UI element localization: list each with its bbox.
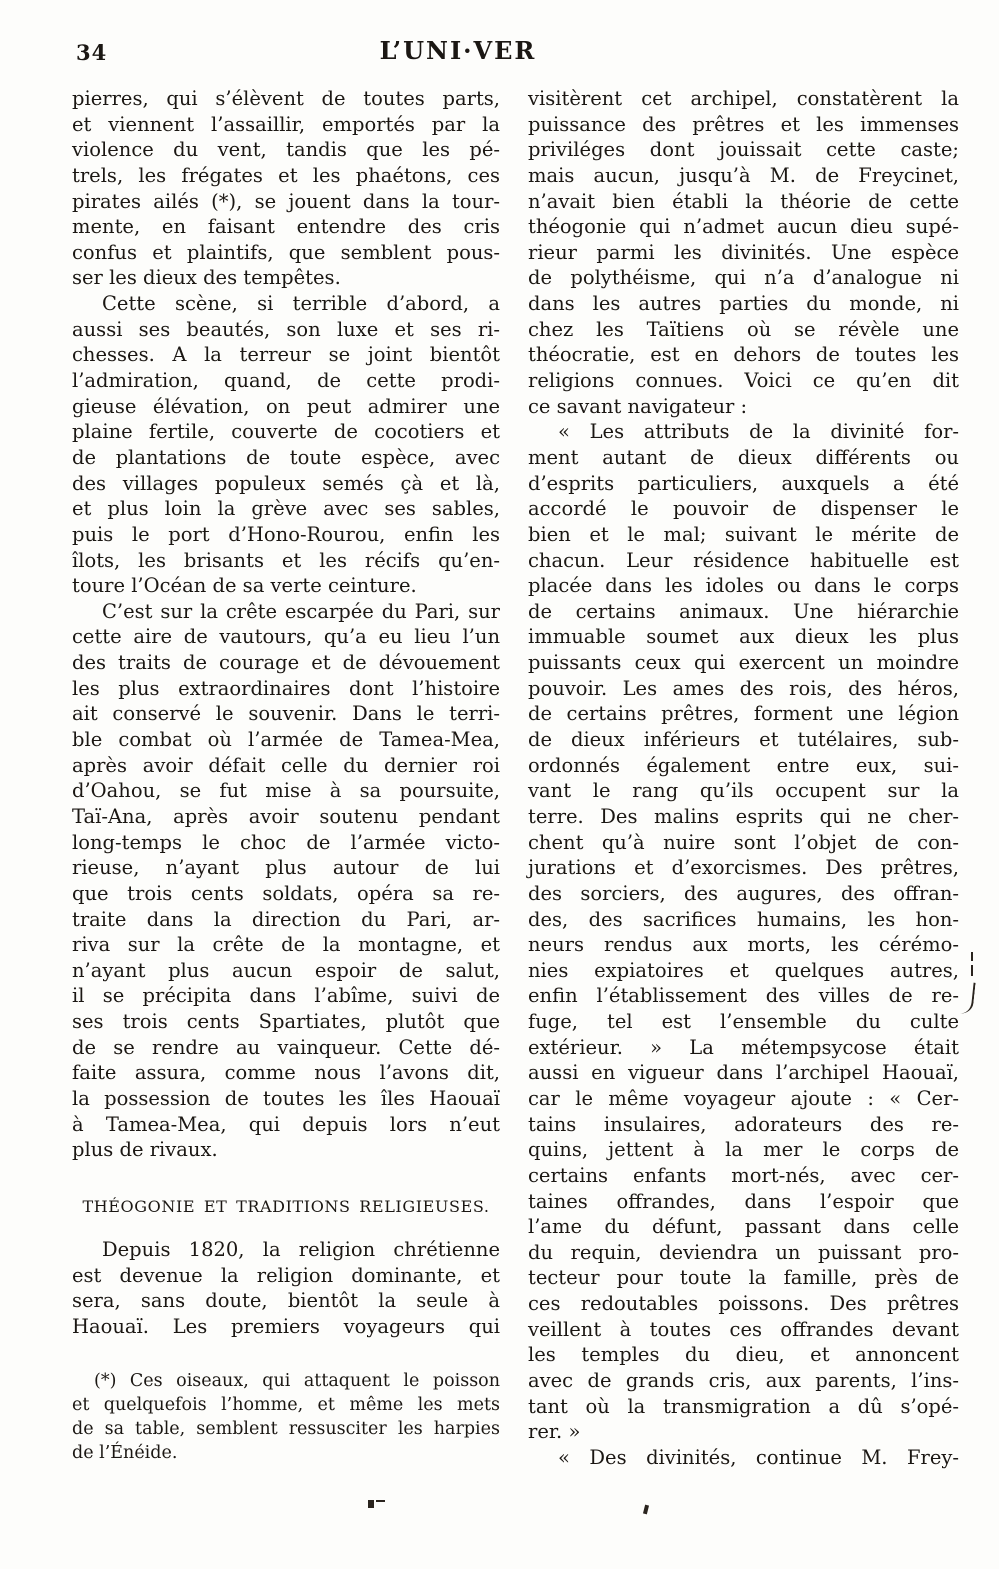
- text-line: faite assura, comme nous l’avons dit,: [72, 1061, 500, 1085]
- text-line: placée dans les idoles ou dans le corps: [528, 574, 959, 598]
- text-line: accordé le pouvoir de dispenser le: [528, 497, 959, 521]
- text-line: traite dans la direction du Pari, ar-: [72, 907, 500, 931]
- text-line: ce savant navigateur :: [528, 394, 748, 418]
- text-line: mente, en faisant entendre des cris: [72, 215, 500, 239]
- text-line: des villages populeux semés çà et là,: [72, 471, 500, 495]
- text-line: théogonie qui n’admet aucun dieu supé-: [528, 215, 959, 239]
- text-line: puissants ceux qui exercent un moindre: [528, 651, 959, 675]
- text-line: et viennent l’assaillir, emportés par la: [72, 112, 500, 136]
- text-line: plaine fertile, couverte de cocotiers et: [72, 420, 500, 444]
- paragraph: [72, 291, 500, 599]
- text-line: ces redoutables poissons. Des prêtres: [528, 1292, 959, 1316]
- paragraph: [528, 86, 959, 419]
- text-line: les plus extraordinaires dont l’histoire: [72, 676, 500, 700]
- text-line: chez les Taïtiens où se révèle une: [528, 317, 959, 341]
- text-line: religions connues. Voici ce qu’en dit: [528, 369, 959, 393]
- text-line: avec de grands cris, aux parents, l’ins-: [528, 1369, 959, 1393]
- text-line: après avoir défait celle du dernier roi: [72, 753, 500, 777]
- page-header: [0, 36, 999, 70]
- text-line: Depuis 1820, la religion chrétienne: [102, 1237, 500, 1261]
- text-line: et quelquefois l’homme, et même les mets: [72, 1395, 500, 1416]
- text-line: l’ame du défunt, passant dans celle: [528, 1215, 959, 1239]
- text-line: pouvoir. Les ames des rois, des héros,: [528, 676, 959, 700]
- text-line: de certains animaux. Une hiérarchie: [528, 599, 959, 623]
- text-line: chent qu’à nuire sont l’objet de con-: [528, 830, 959, 854]
- text-line: ble combat où l’armée de Tamea-Mea,: [72, 728, 500, 752]
- text-line: tecteur pour toute la famille, près de: [528, 1266, 959, 1290]
- text-line: pirates ailés (*), se jouent dans la tour-: [72, 189, 500, 213]
- text-line: tains insulaires, adorateurs des re-: [528, 1112, 959, 1136]
- margin-pen-mark: [971, 965, 973, 976]
- text-line: priviléges dont jouissait cette caste;: [528, 138, 959, 162]
- left-column: [72, 86, 500, 1471]
- section-heading: THÉOGONIE ET TRADITIONS RELIGIEUSES.: [82, 1196, 490, 1216]
- text-line: fuge, tel est l’ensemble du culte: [528, 1010, 959, 1034]
- text-line: long-temps le choc de l’armée victo-: [72, 830, 500, 854]
- text-line: immuable soumet aux dieux les plus: [528, 625, 959, 649]
- text-line: de plantations de toute espèce, avec: [72, 445, 500, 469]
- text-line: puis le port d’Hono-Rourou, enfin les: [72, 522, 500, 546]
- text-line: Taï-Ana, après avoir soutenu pendant: [72, 804, 500, 828]
- page-number: 34: [76, 40, 108, 65]
- text-line: n’avait bien établi la théorie de cette: [528, 189, 959, 213]
- text-line: riva sur la crête de la montagne, et: [72, 933, 500, 957]
- text-line: ait conservé le souvenir. Dans le terri-: [72, 702, 500, 726]
- text-line: d’Oahou, se fut mise à sa poursuite,: [72, 779, 500, 803]
- text-line: que trois cents soldats, opéra sa re-: [72, 881, 500, 905]
- text-line: visitèrent cet archipel, constatèrent la: [528, 87, 959, 110]
- stray-ink-speck: [376, 1500, 385, 1502]
- text-line: Cette scène, si terrible d’abord, a: [102, 292, 500, 316]
- margin-pen-mark: [971, 952, 973, 961]
- text-line: de certains prêtres, forment une légion: [528, 702, 959, 726]
- paragraph: [528, 1445, 959, 1471]
- text-line: ser les dieux des tempêtes.: [72, 266, 341, 290]
- right-column: [528, 86, 959, 1471]
- running-title: L’UNI·VER: [379, 36, 537, 65]
- text-line: « Des divinités, continue M. Frey-: [558, 1445, 959, 1469]
- text-line: C’est sur la crête escarpée du Pari, sur: [102, 599, 500, 623]
- text-line: rieuse, n’ayant plus autour de lui: [72, 856, 500, 880]
- text-line: terre. Des malins esprits qui ne cher-: [528, 804, 959, 828]
- text-line: théocratie, est en dehors de toutes les: [528, 343, 959, 367]
- text-line: il se précipita dans l’abîme, suivi de: [72, 984, 500, 1008]
- text-line: veillent à toutes ces offrandes devant: [528, 1317, 959, 1341]
- text-line: violence du vent, tandis que les pé-: [72, 138, 500, 162]
- text-line: îlots, les brisants et les récifs qu’en-: [72, 548, 500, 572]
- paragraph: [72, 599, 500, 1163]
- text-line: quins, jettent à la mer le corps de: [528, 1138, 959, 1162]
- text-line: de dieux inférieurs et tutélaires, sub-: [528, 728, 959, 752]
- text-line: tant où la transmigration a dû s’opé-: [528, 1394, 959, 1418]
- text-line: de l’Énéide.: [72, 1443, 178, 1464]
- text-line: de se rendre au vainqueur. Cette dé-: [72, 1035, 500, 1059]
- text-line: des traits de courage et de dévouement: [72, 651, 500, 675]
- text-line: l’admiration, quand, de cette prodi-: [72, 369, 500, 393]
- stray-ink-speck: [643, 1505, 649, 1515]
- text-line: cette aire de vautours, qu’a eu lieu l’un: [72, 625, 500, 649]
- text-line: jurations et d’exorcismes. Des prêtres,: [528, 856, 959, 880]
- text-line: mais aucun, jusqu’à M. de Freycinet,: [528, 163, 959, 187]
- text-line: extérieur. » La métempsycose était: [528, 1035, 959, 1059]
- text-line: taines offrandes, dans l’espoir que: [528, 1189, 959, 1213]
- margin-pen-mark: [960, 981, 975, 1014]
- text-line: (*) Ces oiseaux, qui attaquent le poisson: [94, 1371, 500, 1392]
- text-line: confus et plaintifs, que semblent pous-: [72, 240, 500, 264]
- text-line: la possession de toutes les îles Haouaï: [72, 1086, 500, 1110]
- text-line: vant le rang qu’ils occupent sur la: [528, 779, 959, 803]
- text-line: sera, sans doute, bientôt la seule à: [72, 1289, 500, 1313]
- text-line: n’ayant plus aucun espoir de salut,: [72, 958, 500, 982]
- paragraph: [72, 86, 500, 291]
- text-line: rer. »: [528, 1420, 581, 1444]
- text-line: ses trois cents Spartiates, plutôt que: [72, 1010, 500, 1034]
- text-body: [72, 86, 959, 1471]
- text-line: enfin l’établissement des villes de re-: [528, 984, 959, 1008]
- text-line: neurs rendus aux morts, les cérémo-: [528, 933, 959, 957]
- text-line: rieur parmi les divinités. Une espèce: [528, 240, 959, 264]
- text-line: et plus loin la grève avec ses sables,: [72, 497, 500, 521]
- text-line: ordonnés également entre eux, sui-: [528, 753, 959, 777]
- text-line: aussi ses beautés, son luxe et ses ri-: [72, 317, 500, 341]
- text-line: de sa table, semblent ressusciter les harpies: [72, 1419, 500, 1440]
- text-line: ment autant de dieux différents ou: [528, 445, 959, 469]
- text-line: « Les attributs de la divinité for-: [558, 420, 959, 444]
- text-line: car le même voyageur ajoute : « Cer-: [528, 1086, 959, 1110]
- text-line: toure l’Océan de sa verte ceinture.: [72, 574, 417, 598]
- stray-ink-speck: [368, 1500, 374, 1508]
- text-line: pierres, qui s’élèvent de toutes parts,: [72, 87, 500, 110]
- text-line: plus de rivaux.: [72, 1138, 218, 1162]
- text-line: Haouaï. Les premiers voyageurs qui: [72, 1314, 500, 1338]
- text-line: trels, les frégates et les phaétons, ces: [72, 163, 500, 187]
- text-line: chacun. Leur résidence habituelle est: [528, 548, 959, 572]
- text-line: dans les autres parties du monde, ni: [528, 292, 959, 316]
- text-line: les temples du dieu, et annoncent: [528, 1343, 959, 1367]
- text-line: gieuse élévation, on peut admirer une: [72, 394, 500, 418]
- text-line: des sorciers, des augures, des offran-: [528, 881, 959, 905]
- text-line: est devenue la religion dominante, et: [72, 1263, 500, 1287]
- text-line: du requin, deviendra un puissant pro-: [528, 1240, 959, 1264]
- text-line: des, des sacrifices humains, les hon-: [528, 907, 959, 931]
- text-line: nies expiatoires et quelques autres,: [528, 958, 959, 982]
- paragraph: [72, 1237, 500, 1340]
- text-line: puissance des prêtres et les immenses: [528, 112, 959, 136]
- text-line: d’esprits particuliers, auxquels a été: [528, 471, 959, 495]
- text-line: certains enfants mort-nés, avec cer-: [528, 1163, 959, 1187]
- text-line: de polythéisme, qui n’a d’analogue ni: [528, 266, 959, 290]
- text-line: aussi en vigueur dans l’archipel Haouaï,: [528, 1061, 959, 1085]
- text-line: bien et le mal; suivant le mérite de: [528, 522, 959, 546]
- paragraph: [528, 419, 959, 1445]
- text-line: à Tamea-Mea, qui depuis lors n’eut: [72, 1112, 500, 1136]
- footnote: [72, 1369, 500, 1465]
- text-line: chesses. A la terreur se joint bientôt: [72, 343, 500, 367]
